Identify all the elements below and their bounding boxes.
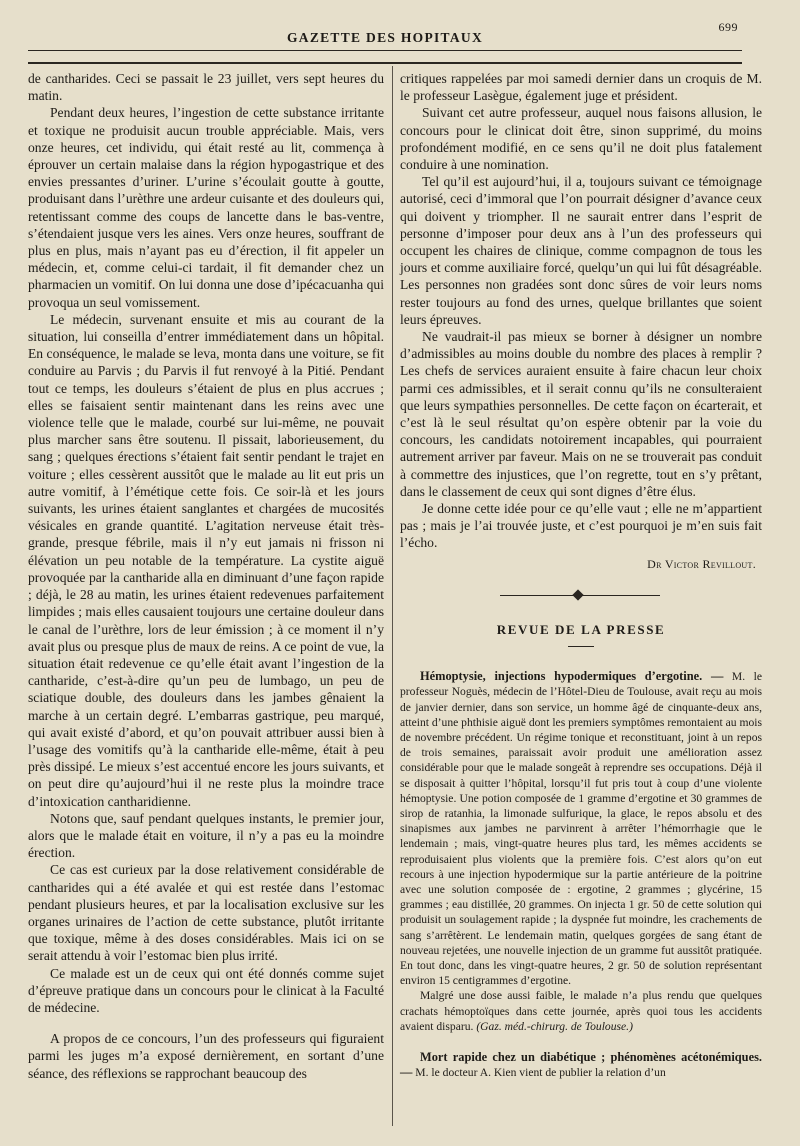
- section-subrule: [568, 646, 594, 647]
- article-heading: Mort rapide chez un diabétique ; phénomènes acétonémiques. —: [400, 1049, 762, 1080]
- paragraph: A propos de ce concours, l’un des professeurs qui figuraient parmi les juges m’a exposé dernièrement, en sortant d’une séance, des réflexions se rapprochant beaucoup des: [28, 1031, 384, 1081]
- page-number: 699: [718, 20, 738, 34]
- paragraph: Ce malade est un de ceux qui ont été donnés comme sujet d’épreuve pratique dans un concours pour le clinicat à la Faculté de médecine.: [28, 965, 384, 1015]
- paragraph: Pendant deux heures, l’ingestion de cette substance irritante et toxique ne produisit aucun trouble appréciable. Mais, vers onze heures, cet individu, qui était resté au lit, commença à éprouver un certain malaise dans la région hypogastrique et des envies pressantes d’uriner. L’urine s’écoulait goutte à goutte, produisant dans l’urèthre une ardeur cuisante et des douleurs qui, retentissant comme des coups de lancette dans le bas-ventre, s’étendaient jusque vers les aines. Vers onze heures, souffrant de plus en plus, mais n’ayant pas eu d’érection, il fit appeler un médecin, et, comme celui-ci tardait, il fit demander chez un pharmacien un vomitif. On lui donna une dose d’ipécacuanha qui provoqua un seul vomissement.: [28, 105, 384, 310]
- column-divider: [392, 66, 393, 1126]
- article-hemoptysie: [400, 669, 762, 1034]
- article-text: M. le professeur Noguès, médecin de l’Hôtel-Dieu de Toulouse, avait reçu au mois de janvier dernier, dans son service, un homme âgé de cinquante-deux ans, atteint d’une phthisie aiguë dont les premiers symptômes remontaient au mois de novembre précédent. Un régime tonique et reconstituant, joint à un repos de trois semaines, paraissait avoir produit une amélioration assez considérable pour que le malade songeât à reprendre ses occupations. Déjà il se disposait à quitter l’hôpital, lorsqu’il fut pris tout à coup d’une violente hémoptysie. Une potion composée de 1 gramme d’ergotine et 30 grammes de sirop de ratanhia, la limonade sulfurique, la glace, le repos absolu et des sinapismes aux jambes ne parvinrent à arrêter l’hémorrhagie que le lendemain ; mais, vingt-quatre heures plus tard, les mêmes accidents se reproduisaient plus violents que la première fois. C’est alors qu’on eut recours à une injection hypodermique sur la partie antérieure de la poitrine avec une solution composée de : ergotine, 2 grammes ; glycérine, 15 grammes ; eau distillée, 20 grammes. On injecta 1 gr. 50 de cette solution qui produisit un soulagement rapide ; la dyspnée fut moindre, les crachements de sang s’arrêtèrent. Le lendemain matin, quelques gorgées de sang étant de nouveau rejetées, une nouvelle injection de un gramme fut aussitôt pratiquée. En tout donc, dans les vingt-quatre heures, 2 gr. 50 de solution représentant environ 15 centigrammes d’ergotine.: [400, 670, 762, 988]
- article-spacer: [400, 1034, 762, 1050]
- article-text: M. le docteur A. Kien vient de publier la relation d’un: [415, 1066, 666, 1080]
- page-header: GAZETTE DES HOPITAUX: [286, 30, 484, 45]
- article-heading: Hémoptysie, injections hypodermiques d’ergotine. —: [420, 669, 724, 684]
- right-column: [400, 70, 762, 1080]
- left-column: [28, 70, 384, 1082]
- article-text: Malgré une dose aussi faible, le malade n’a plus rendu que quelques crachats hémoptoïques dans cette journée, après quoi tous les accidents avaient disparu.: [400, 989, 762, 1033]
- paragraph: Le médecin, survenant ensuite et mis au courant de la situation, lui conseilla d’entrer immédiatement dans un hôpital. En conséquence, le malade se leva, monta dans une voiture, se fit conduire au Parvis ; du Parvis il fut renvoyé à la Pitié. Pendant tout ce temps, les douleurs s’étaient de plus en plus accrues ; elles se faisaient sentir maintenant dans les reins avec une violence telle que le malade, courbé sur lui-même, ne pouvait plus marcher sans être soutenu. Il pissait, laborieusement, du sang ; quelques érections s’étaient fait sentir pendant le trajet en voiture ; elles cessèrent aussitôt que le malade au lit eut pris un autre vomitif, à l’émétique cette fois. Ce soir-là et les jours suivants, les urines étaient sanglantes et chargées de mucosités vésicales en grande quantité. L’agitation nerveuse était très-grande, presque fébrile, mais il n’y eut jamais ni frisson ni élévation un peu notable de la température. La cystite aiguë provoquée par la cantharide alla en diminuant d’une façon rapide ; déjà, le 28 au matin, les urines étaient redevenues parfaitement limpides ; mais elles causaient toujours une certaine douleur dans le canal de l’urèthre, lors de leur émission ; à ce moment il n’y avait plus ou presque plus de maux de reins. A ce point de vue, la situation était redevenue ce qu’elle était avant l’ingestion de la cantharide, c’est-à-dire qu’un peu de lumbago, un peu de sciatique double, des douleurs dans les jambes gênaient la marche à un certain degré. L’embarras gastrique, peu marqué, qui avait existé d’abord, et qu’on pouvait attribuer aussi bien à l’usage des vomitifs qu’à la cantharide elle-même, était à peu près dissipé. Le mieux s’est accentué encore les jours suivants, et on peut dire qu’aujourd’hui il ne reste plus la moindre trace d’intoxication cantharidienne.: [28, 311, 384, 809]
- section-separator: [400, 589, 762, 603]
- paragraph: Suivant cet autre professeur, auquel nous faisons allusion, le concours pour le clinicat doit être, sinon supprimé, du moins profondément modifié, en ce sens qu’il ne doit plus fatalement conduire à une nomination.: [400, 105, 762, 173]
- header-rule-top: [28, 50, 742, 51]
- section-title: REVUE DE LA PRESSE: [496, 621, 666, 637]
- paragraph: de cantharides. Ceci se passait le 23 juillet, vers sept heures du matin.: [28, 71, 384, 104]
- author-signature: Dr Victor Revillout.: [647, 556, 756, 571]
- paragraph: Notons que, sauf pendant quelques instants, le premier jour, alors que le malade était en voiture, il n’y a pas eu la moindre érection.: [28, 810, 384, 861]
- paragraph: Ce cas est curieux par la dose relativement considérable de cantharides qui a été avalée et qui est restée dans l’estomac pendant plusieurs heures, et par la localisation exclusive sur les organes urinaires de l’action de cette substance, plutôt irritante que toxique, même à des doses considérables. Mais ici on se serait attendu à voir l’estomac bien plus irrité.: [28, 862, 384, 964]
- article-source: (Gaz. méd.-chirurg. de Toulouse.): [476, 1019, 633, 1033]
- paragraph: Ne vaudrait-il pas mieux se borner à désigner un nombre d’admissibles au moins double du nombre des places à remplir ? Les chefs de services auraient ensuite à faire chacun leur choix parmi ces admissibles, et il serait connu qu’ils ne consulteraient que leurs sympathies personnelles. De cette façon on écarterait, et c’est là le seul résultat qu’on espère obtenir par la voie du concours, les candidats notoirement incapables, qui pourraient autrement arriver par faveur. Mais on ne se trouverait pas conduit à commettre des injustices, que l’on regrette, tout en s’y prêtant, dans le classement de ceux qui sont dignes d’être élus.: [400, 329, 762, 499]
- article-diabetique: [400, 1050, 762, 1080]
- paragraph: Je donne cette idée pour ce qu’elle vaut ; elle ne m’appartient pas ; mais je l’ai trouvée juste, et c’est pourquoi je m’en suis fait l’écho.: [400, 501, 762, 551]
- header-rule-bottom: [28, 62, 742, 64]
- paragraph: critiques rappelées par moi samedi dernier dans un croquis de M. le professeur Lasègue, également juge et président.: [400, 71, 762, 104]
- paragraph: Tel qu’il est aujourd’hui, il a, toujours suivant ce témoignage autorisé, ceci d’immoral que l’on pourrait désigner d’avance ceux qui doivent y triompher. Il ne saurait entrer dans l’esprit de personne d’imposer pour deux ans à l’un des professeurs qui occupent les chaires de clinique, comme compagnon de tous les jours et comme auxiliaire forcé, quelqu’un qui lui fût désagréable. Les personnes non gradées sont donc sûres de voir leurs noms rester toujours au fond des urnes, quelque brillantes que soient leurs épreuves.: [400, 174, 762, 327]
- separator-diamond-icon: [572, 589, 583, 600]
